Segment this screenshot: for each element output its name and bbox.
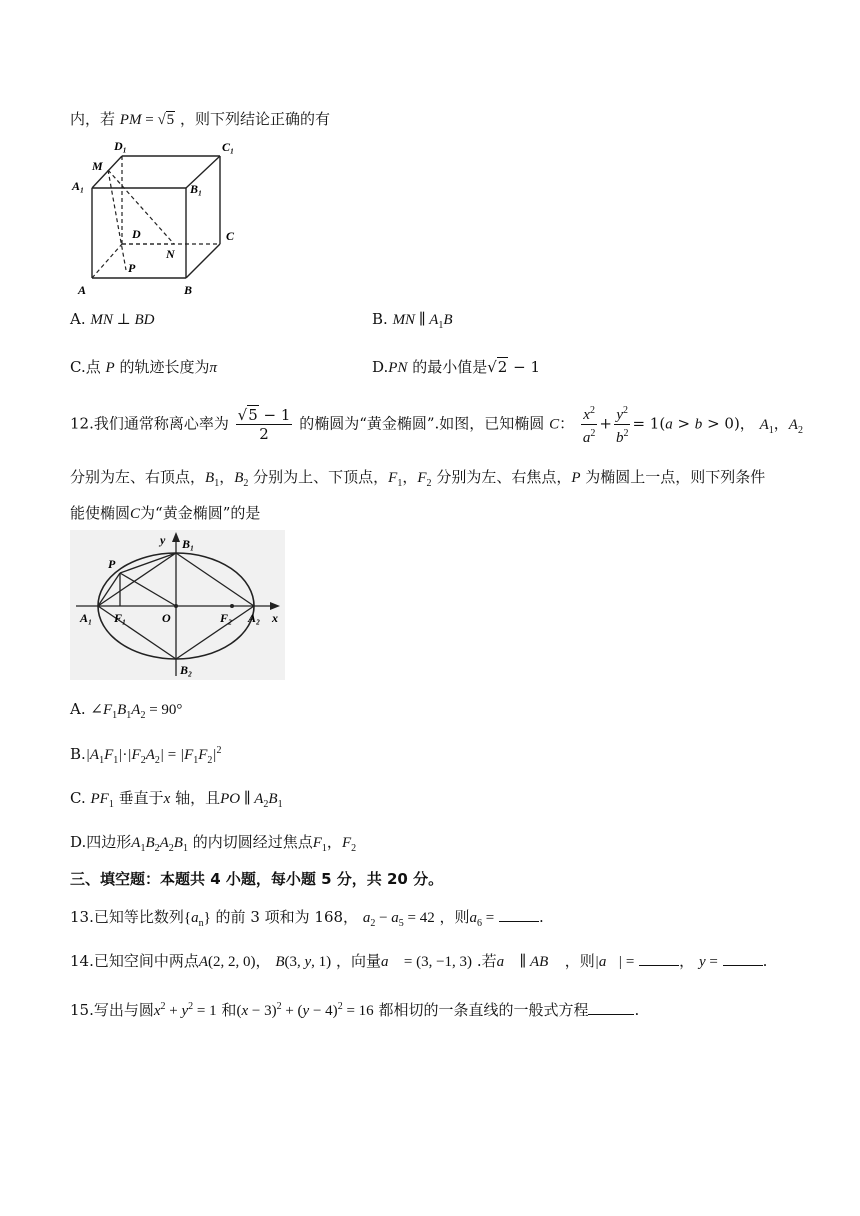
- cube-figure: [70, 138, 250, 298]
- ellipse-label-A1: A₁: [80, 611, 93, 625]
- q14-answer-blank-1[interactable]: [639, 949, 679, 966]
- q15-answer-blank[interactable]: [588, 998, 634, 1015]
- q11-condition: PM = √5: [119, 112, 175, 128]
- ellipse-label-F1: F₁: [114, 611, 127, 625]
- cube-label-N: N: [166, 247, 175, 261]
- ellipse-label-y: y: [160, 533, 166, 547]
- q11-option-a: A. MN ⊥ BD: [70, 310, 155, 328]
- cube-label-A: A: [78, 283, 87, 297]
- ellipse-label-P: P: [108, 557, 116, 571]
- cube-label-P: P: [128, 261, 136, 275]
- q12-line-3: 能使椭圆C为“黄金椭圆”的是: [70, 504, 261, 522]
- q11-lead-line: 内，若 PM = √5 ，则下列结论正确的有: [70, 110, 330, 128]
- ellipse-label-O: O: [162, 611, 171, 625]
- q11-option-c: C.点 P 的轨迹长度为π: [70, 358, 217, 376]
- cube-label-B1: B₁: [190, 182, 203, 196]
- q14-answer-blank-2[interactable]: [723, 949, 763, 966]
- q11-option-d: D.PN 的最小值是√2 − 1: [372, 358, 540, 376]
- q12-option-d: D.四边形$A_1B_2A_2B_1$ 的内切圆经过焦点$F_1$，$F_2$: [70, 833, 357, 854]
- q12-option-c: C. $PF_1$ 垂直于x 轴，且PO ∥ $A_2B_1$: [70, 789, 283, 810]
- cube-label-A1: A₁: [72, 179, 85, 193]
- ellipse-label-B2: B₂: [180, 663, 193, 677]
- ellipse-label-A2: A₂: [248, 611, 261, 625]
- section-3-heading: 三、填空题：本题共 4 小题，每小题 5 分，共 20 分。: [70, 870, 444, 888]
- q12-option-a: A. $\angle F_1B_1A_2 = 90^\circ$: [70, 700, 183, 721]
- q14-line: 14.已知空间中两点A(2, 2, 0)， B(3, y, 1) ，向量a⃗ = (3, −1, 3) .若a⃗ ∥ AB⃗ ，则|a⃗| = ， y = .: [70, 949, 767, 973]
- q15-line: 15.写出与圆$x^2 + y^2 = 1$ 和$(x - 3)^2 + (y - 4)^2 = 16$ 都相切的一条直线的一般式方程 .: [70, 996, 639, 1022]
- cube-label-D: D: [132, 227, 141, 241]
- cube-label-B: B: [184, 283, 193, 297]
- q11-option-b: B. MN ∥ $A_1B$: [372, 310, 453, 331]
- q12-option-b: $B.|A_1F_1|\cdot|F_2A_2| = |F_1F_2|^2$: [70, 745, 222, 766]
- q12-line-1: 12.我们通常称离心率为 $\frac{√5 - 1}{2}$ 的椭圆为“黄金椭圆”.如图，已知椭圆 C： $\frac{x^2}{a^2}$ + $\frac{y^2}{b^2}$ = 1(a > b > 0)， $A_1$，$A_2$: [70, 402, 803, 451]
- q13-answer-blank[interactable]: [499, 905, 539, 922]
- cube-label-M: M: [92, 159, 103, 173]
- cube-label-C: C: [226, 229, 235, 243]
- cube-label-C1: C₁: [222, 140, 235, 154]
- ellipse-label-x: x: [272, 611, 278, 625]
- cube-label-D1: D₁: [114, 139, 127, 153]
- q12-line-2: 分别为左、右顶点，$B_1$，$B_2$ 分别为上、下顶点，$F_1$，$F_2$ 分别为左、右焦点，P 为椭圆上一点，则下列条件: [70, 468, 766, 489]
- ellipse-label-F2: F₂: [220, 611, 233, 625]
- ellipse-label-B1: B₁: [182, 537, 195, 551]
- ellipse-figure: [70, 530, 285, 680]
- q13-line: 13.已知等比数列$\{a_n\}$ 的前 3 项和为 168， $a_2 - a_5 = 42$ ，则$a_6$ = .: [70, 905, 544, 935]
